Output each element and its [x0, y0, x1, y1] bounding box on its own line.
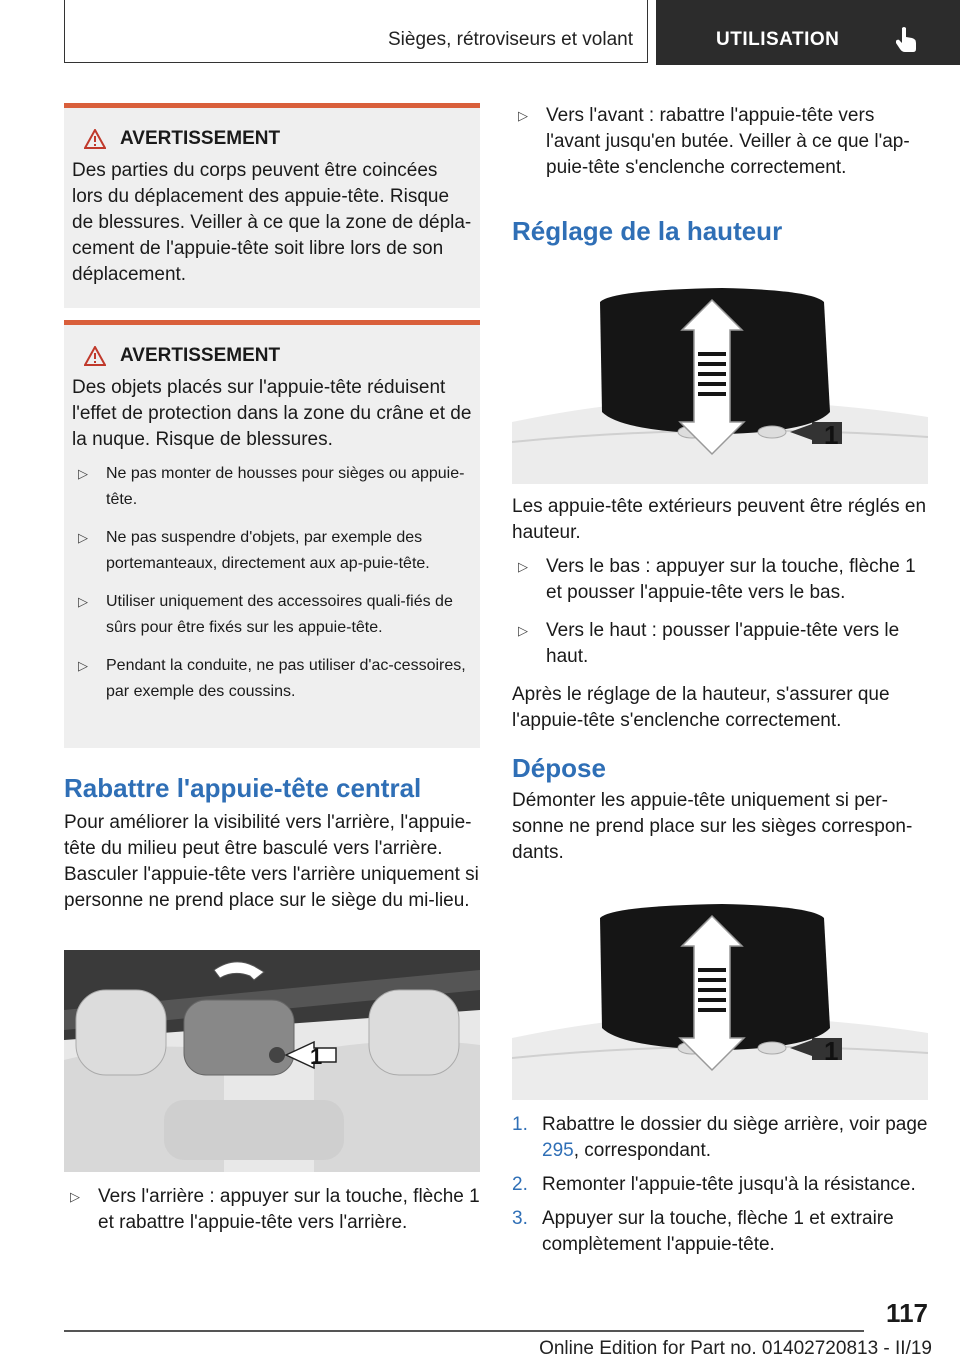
header-section-title: Sièges, rétroviseurs et volant [387, 29, 633, 50]
warning-box-1 [64, 103, 480, 308]
callout-number: 1 [310, 1044, 323, 1069]
footer-divider [64, 1330, 864, 1332]
step-number: 3. [512, 1208, 528, 1229]
list-item [512, 1112, 928, 1164]
headrest-removal-image [512, 898, 928, 1100]
page-link[interactable]: 295 [542, 1140, 574, 1161]
height-section [512, 494, 928, 734]
removal-steps [512, 1112, 928, 1266]
header-chapter-tab [656, 0, 960, 65]
list-item [512, 1206, 928, 1258]
removal-section [512, 752, 928, 866]
right-top-list [512, 103, 928, 193]
step-number: 2. [512, 1174, 528, 1195]
warning-text: Des objets placés sur l'appuie-tête réduisent l'effet de protection dans la zone du crâne et de la nuque. Risque de blessures. [72, 377, 472, 450]
rear-seat-image [64, 950, 480, 1172]
list-item: ▷ Utiliser uniquement des accessoires quali-fiés de sûrs pour être fixés sur les appuie-tête. [72, 589, 472, 641]
paragraph: Après le réglage de la hauteur, s'assurer que l'appuie-tête s'enclenche correctement. [512, 684, 890, 731]
warning-box-2 [64, 320, 480, 748]
warning-title: AVERTISSEMENT [120, 345, 281, 366]
callout-number: 1 [824, 420, 839, 450]
paragraph: Les appuie-tête extérieurs peuvent être réglés en hauteur. [512, 496, 927, 543]
paragraph: Basculer l'appuie-tête vers l'arrière uniquement si personne ne prend place sur le siège du mi-lieu. [64, 864, 479, 911]
header-section-box [64, 0, 648, 63]
central-list [64, 1184, 480, 1248]
section-heading: Dépose [512, 753, 606, 783]
step-text: Appuyer sur la touche, flèche 1 et extraire complètement l'appuie-tête. [542, 1208, 894, 1255]
list-item: ▷ Vers le bas : appuyer sur la touche, flèche 1 et pousser l'appuie-tête vers le bas. [512, 554, 928, 606]
hand-pointer-icon [896, 26, 918, 52]
callout-number: 1 [824, 1036, 839, 1066]
page-number: 117 [886, 1298, 928, 1328]
list-item [512, 1172, 928, 1198]
paragraph: Démonter les appuie-tête uniquement si per-sonne ne prend place sur les sièges correspon-dants. [512, 790, 913, 863]
footer-edition: Online Edition for Part no. 01402720813 - II/19 [539, 1338, 932, 1359]
step-text: Remonter l'appuie-tête jusqu'à la résistance. [542, 1174, 916, 1195]
step-text: , correspondant. [573, 1140, 712, 1161]
paragraph: Pour améliorer la visibilité vers l'arrière, l'appuie-tête du milieu peut être basculé vers l'arrière. [64, 812, 472, 859]
warning-triangle-icon [84, 129, 106, 149]
list-item: ▷ Vers l'avant : rabattre l'appuie-tête vers l'avant jusqu'en butée. Veiller à ce que l'ap-puie-tête s'enclenche correctement. [512, 103, 928, 181]
step-number: 1. [512, 1114, 528, 1135]
list-item: ▷ Pendant la conduite, ne pas utiliser d'ac-cessoires, par exemple des coussins. [72, 653, 472, 705]
list-item: ▷ Ne pas monter de housses pour sièges ou appuie-tête. [72, 461, 472, 513]
section-heading: Réglage de la hauteur [512, 216, 783, 246]
list-item: ▷ Ne pas suspendre d'objets, par exemple des portemanteaux, directement aux ap-puie-tête. [72, 525, 472, 577]
warning-text: Des parties du corps peuvent être coincées lors du déplacement des appuie-tête. Risque de blessures. Veiller à ce que la zone de dépla-cement de l'appuie-tête soit libre lors de son déplacement. [72, 160, 472, 285]
warning-list [72, 461, 472, 705]
list-item: ▷ Vers l'arrière : appuyer sur la touche, flèche 1 et rabattre l'appuie-tête vers l'arrière. [64, 1184, 480, 1236]
warning-triangle-icon [84, 346, 106, 366]
central-section [64, 772, 480, 914]
step-text: Rabattre le dossier du siège arrière, voir page [542, 1114, 928, 1135]
list-item: ▷ Vers le haut : pousser l'appuie-tête vers le haut. [512, 618, 928, 670]
warning-title: AVERTISSEMENT [120, 128, 281, 149]
headrest-height-image [512, 282, 928, 484]
header-chapter-title: UTILISATION [716, 29, 840, 50]
section-heading: Rabattre l'appuie-tête central [64, 773, 422, 803]
